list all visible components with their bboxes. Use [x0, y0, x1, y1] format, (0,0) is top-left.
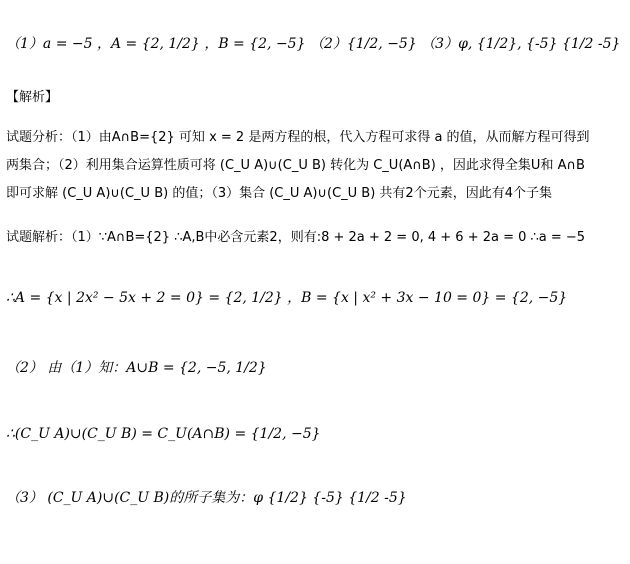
solution-step-2-complement: ∴(C_U A)∪(C_U B) = C_U(A∩B) = {1/2, −5}: [6, 426, 321, 442]
analysis-paragraph-line-1: 试题分析：（1）由A∩B={2} 可知 x = 2 是两方程的根，代入方程可求得 a 的值，从而解方程可得到: [6, 130, 590, 145]
analysis-paragraph-line-2: 两集合；（2）利用集合运算性质可将 (C_U A)∪(C_U B) 转化为 C_U(A∩B) ，因此求得全集U和 A∩B: [6, 158, 585, 173]
analysis-heading: 【解析】: [6, 90, 59, 105]
answer-summary-line: （1）a = −5 ，A = {2, 1/2} ，B = {2, −5} （2）{1/2, −5} （3）φ, {1/2}, {-5} {1/2 -5}: [6, 36, 621, 52]
solution-step-3-subsets: （3） (C_U A)∪(C_U B)的所子集为：φ {1/2} {-5} {1/2 -5}: [6, 490, 407, 506]
solution-step-1: 试题解析：（1）∵A∩B={2} ∴A,B中必含元素2，则有:8 + 2a + 2 = 0, 4 + 6 + 2a = 0 ∴a = −5: [6, 230, 586, 245]
solution-set-derivation: ∴A = {x | 2x² − 5x + 2 = 0} = {2, 1/2} ，B = {x | x² + 3x − 10 = 0} = {2, −5}: [6, 290, 568, 306]
solution-step-2-union: （2） 由（1）知：A∪B = {2, −5, 1/2}: [6, 360, 267, 376]
analysis-paragraph-line-3: 即可求解 (C_U A)∪(C_U B) 的值；（3）集合 (C_U A)∪(C_U B) 共有2个元素，因此有4个子集: [6, 186, 552, 201]
